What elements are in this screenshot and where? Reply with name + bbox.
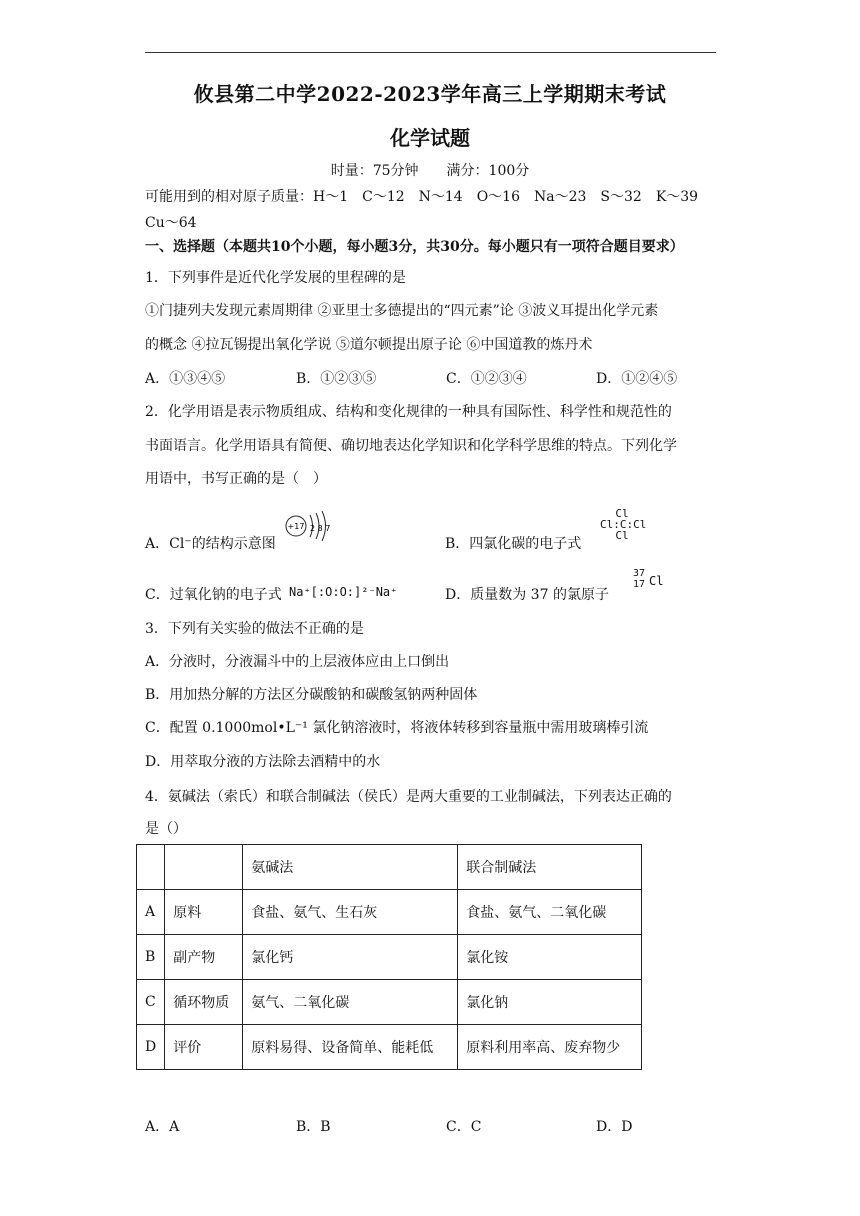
atomic-masses-line-1: 可能用到的相对原子质量：H～1 C～12 N～14 O～16 Na～23 S～32 K～39 — [145, 189, 699, 205]
electron-shell-counts: 2 8 7 — [310, 524, 331, 533]
table-row — [137, 1025, 642, 1070]
q2-stem-1: 2．化学用语是表示物质组成、结构和变化规律的一种具有国际性、科学性和规范性的 — [145, 404, 672, 420]
q2-option-a: A．Cl⁻的结构示意图 — [145, 536, 276, 552]
table-row — [137, 890, 642, 935]
table-cell: 副产物 — [165, 935, 243, 980]
table-cell: 循环物质 — [165, 980, 243, 1025]
q1-option-a: A．①③④⑤ — [145, 371, 226, 387]
q3-option-d: D．用萃取分液的方法除去酒精中的水 — [145, 754, 381, 770]
element-symbol: Cl — [649, 574, 664, 588]
q2-option-c: C．过氧化钠的电子式 — [145, 587, 282, 603]
table-cell: C — [137, 980, 165, 1025]
ccl4-top: Cl — [615, 507, 629, 520]
table-cell: 氨气、二氧化碳 — [243, 980, 458, 1025]
q4-stem-1: 4．氨碱法（索氏）和联合制碱法（侯氏）是两大重要的工业制碱法，下列表达正确的 — [145, 789, 672, 805]
comparison-table — [136, 844, 642, 1070]
table-cell: 原料易得、设备简单、能耗低 — [243, 1025, 458, 1070]
table-cell: B — [137, 935, 165, 980]
header-cell — [137, 845, 165, 890]
table-cell: D — [137, 1025, 165, 1070]
table-cell: 食盐、氨气、生石灰 — [243, 890, 458, 935]
q1-option-d: D．①②④⑤ — [596, 371, 678, 387]
table-cell: 氯化钠 — [458, 980, 642, 1025]
ccl4-electron-formula — [600, 507, 647, 542]
table-cell: 评价 — [165, 1025, 243, 1070]
ccl4-bottom: Cl — [615, 529, 629, 542]
header-cell — [165, 845, 243, 890]
q3-stem: 3．下列有关实验的做法不正确的是 — [145, 621, 364, 637]
q3-option-b: B．用加热分解的方法区分碳酸钠和碳酸氢钠两种固体 — [145, 687, 478, 703]
q1-stem: 1．下列事件是近代化学发展的里程碑的是 — [145, 270, 406, 286]
q2-option-d: D．质量数为 37 的氯原子 — [445, 587, 609, 603]
time-score: 时量：75分钟 满分：100分 — [330, 163, 530, 179]
q4-stem-2: 是（） — [145, 821, 187, 837]
table-row — [137, 935, 642, 980]
table-cell: 原料利用率高、废弃物少 — [458, 1025, 642, 1070]
header-cell: 氨碱法 — [243, 845, 458, 890]
q2-stem-2: 书面语言。化学用语具有简便、确切地表达化学知识和化学科学思维的特点。下列化学 — [145, 438, 677, 454]
header-cell: 联合制碱法 — [458, 845, 642, 890]
top-rule — [145, 52, 716, 53]
table-cell: 原料 — [165, 890, 243, 935]
q1-items-1: ①门捷列夫发现元素周期律 ②亚里士多德提出的“四元素”论 ③波义耳提出化学元素 — [145, 303, 659, 319]
mass-number: 37 — [633, 568, 646, 579]
q1-option-b: B．①②③⑤ — [296, 371, 377, 387]
section-heading: 一、选择题（本题共10个小题，每小题3分，共30分。每小题只有一项符合题目要求） — [145, 239, 684, 255]
chloride-ion-structure-diagram — [284, 511, 334, 551]
q3-option-a: A．分液时，分液漏斗中的上层液体应由上口倒出 — [145, 654, 450, 670]
table-cell: A — [137, 890, 165, 935]
atomic-masses-line-2: Cu～64 — [145, 215, 197, 231]
ccl4-middle: Cl:C:Cl — [600, 518, 647, 531]
q4-option-c: C．C — [446, 1119, 482, 1135]
q1-items-2: 的概念 ④拉瓦锡提出氧化学说 ⑤道尔顿提出原子论 ⑥中国道教的炼丹术 — [145, 337, 593, 353]
q4-option-a: A．A — [145, 1119, 180, 1135]
q4-option-b: B．B — [296, 1119, 331, 1135]
chlorine-isotope-notation — [633, 568, 645, 590]
nucleus-charge: +17 — [287, 522, 305, 531]
table-cell: 食盐、氨气、二氧化碳 — [458, 890, 642, 935]
atomic-number: 17 — [633, 579, 646, 590]
table-cell: 氯化钙 — [243, 935, 458, 980]
q3-option-c: C．配置 0.1000mol•L⁻¹ 氯化钠溶液时，将液体转移到容量瓶中需用玻璃棒引流 — [145, 720, 649, 736]
na2o2-electron-formula: Na⁺[:O:O:]²⁻Na⁺ — [289, 585, 398, 599]
exam-subtitle: 化学试题 — [390, 126, 470, 150]
exam-title: 攸县第二中学2022-2023学年高三上学期期末考试 — [193, 82, 667, 106]
q1-option-c: C．①②③④ — [446, 371, 527, 387]
q2-stem-3: 用语中，书写正确的是（ ） — [145, 471, 327, 487]
table-cell: 氯化铵 — [458, 935, 642, 980]
q4-option-d: D．D — [596, 1119, 633, 1135]
q2-option-b: B．四氯化碳的电子式 — [445, 536, 582, 552]
table-row — [137, 980, 642, 1025]
table-header-row — [137, 845, 642, 890]
